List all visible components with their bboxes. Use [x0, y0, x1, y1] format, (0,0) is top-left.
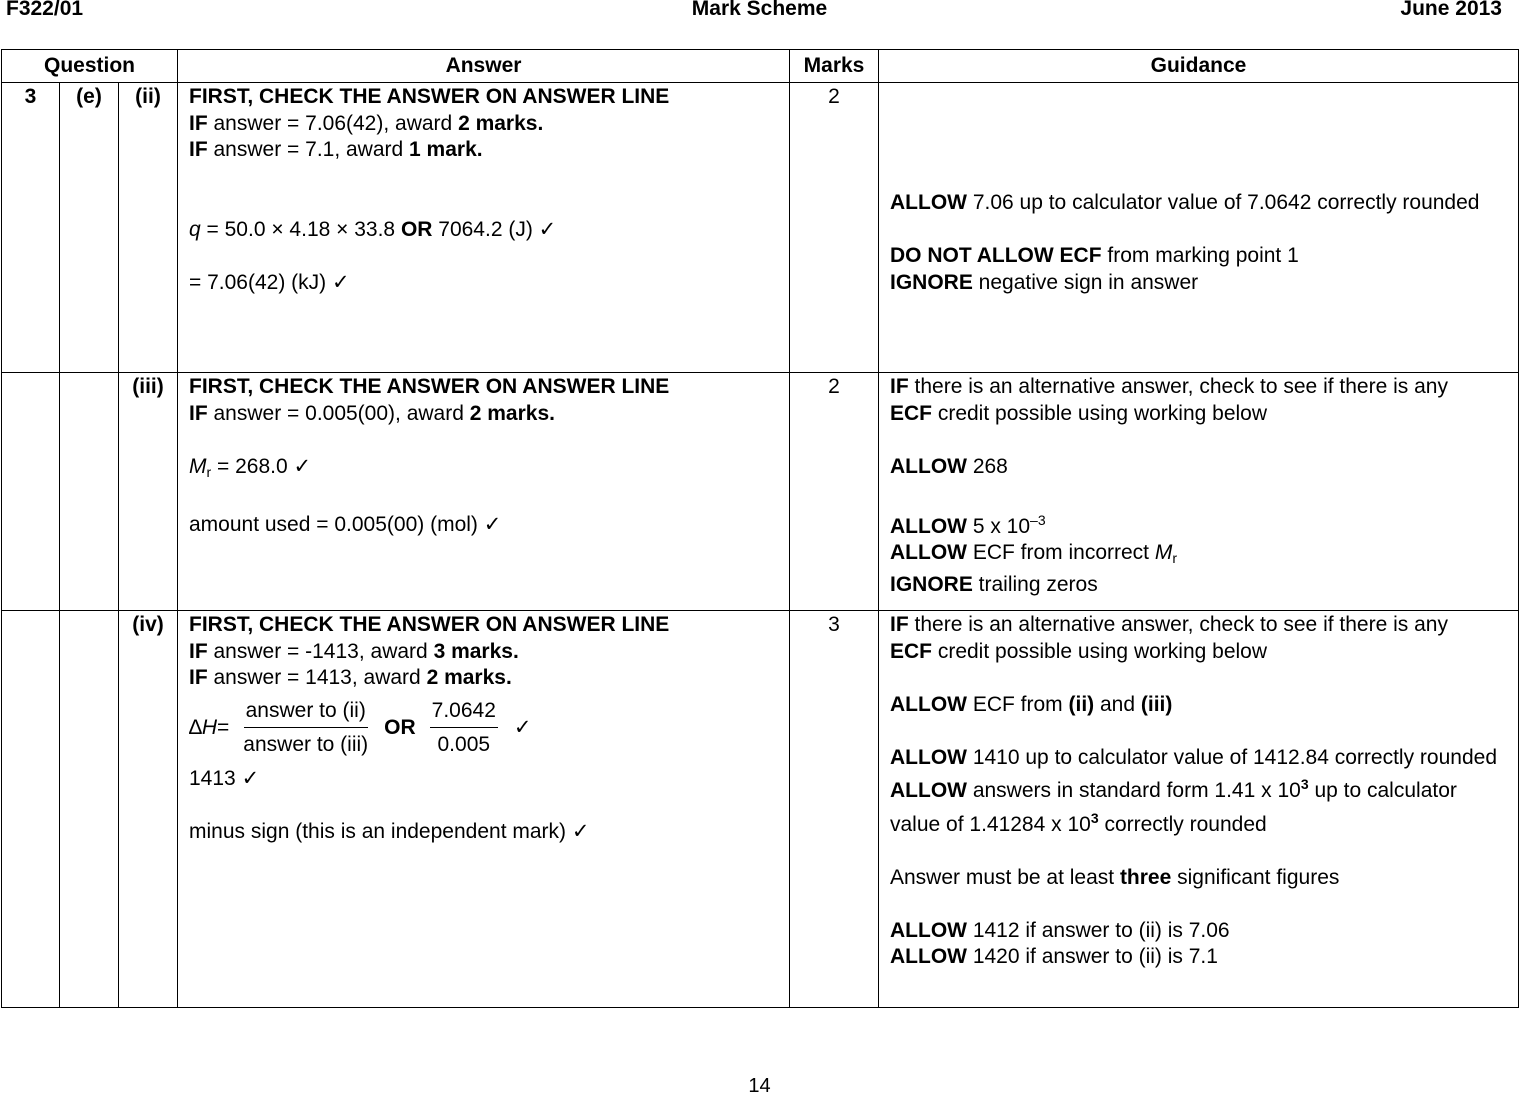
guidance-line: DO NOT ALLOW ECF from marking point 1: [890, 244, 1299, 267]
question-number: 3: [2, 83, 60, 373]
answer-result-line: amount used = 0.005(00) (mol) ✓: [189, 512, 502, 536]
guidance-line: IF there is an alternative answer, check to see if there is any: [890, 375, 1448, 398]
check-mark: ✓: [538, 217, 557, 241]
answer-instruction: FIRST, CHECK THE ANSWER ON ANSWER LINE: [189, 85, 670, 108]
check-mark: ✓: [293, 454, 312, 478]
fraction: $\frac{\text{answer to (ii)}}{\text{answer to (iii)}}$: [243, 698, 369, 756]
guidance-line: Answer must be at least three significant figures: [890, 865, 1340, 889]
guidance-line: ECF credit possible using working below: [890, 639, 1268, 663]
question-part: (e): [60, 83, 119, 373]
check-mark: ✓: [331, 270, 350, 294]
guidance-cell: [879, 611, 1519, 1008]
check-mark: ✓: [513, 716, 532, 739]
table-row: [2, 83, 1519, 373]
guidance-line: ECF credit possible using working below: [890, 401, 1268, 425]
column-header-answer: Answer: [178, 50, 790, 83]
answer-result-line: minus sign (this is an independent mark) ✓: [189, 819, 590, 843]
guidance-line: ALLOW 5 x $10^{-3}$: [890, 511, 1046, 538]
guidance-line: ALLOW 7.06 up to calculator value of 7.0642 correctly rounded: [890, 191, 1480, 214]
question-number: [2, 373, 60, 611]
answer-working-line: q = 50.0 × 4.18 × 33.8 OR 7064.2 (J) ✓: [189, 217, 557, 241]
answer-cell: [178, 611, 790, 1008]
check-mark: ✓: [571, 819, 590, 843]
header-code: F322/01: [6, 0, 84, 20]
answer-instruction: FIRST, CHECK THE ANSWER ON ANSWER LINE: [189, 613, 670, 636]
question-part: [60, 611, 119, 1008]
answer-working-line: $M_r = 268.0$ ✓: [189, 454, 312, 480]
answer-result-line: 1413 ✓: [189, 766, 260, 790]
table-row: [2, 373, 1519, 611]
column-header-marks: Marks: [790, 50, 879, 83]
fraction: $\frac{7.0642}{0.005}$: [431, 698, 496, 756]
check-mark: ✓: [241, 766, 260, 790]
guidance-line: ALLOW 268: [890, 454, 1008, 478]
column-header-question: Question: [2, 50, 178, 83]
guidance-cell: [879, 373, 1519, 611]
header-title: Mark Scheme: [691, 0, 828, 20]
question-subpart: (iii): [119, 373, 178, 611]
marks-cell: 2: [790, 83, 879, 373]
guidance-line: IGNORE negative sign in answer: [890, 270, 1199, 294]
answer-cell: [178, 83, 790, 373]
answer-award-line: IF answer = 1413, award 2 marks.: [189, 666, 512, 689]
guidance-cell: [879, 83, 1519, 373]
answer-instruction: FIRST, CHECK THE ANSWER ON ANSWER LINE: [189, 375, 670, 398]
mark-scheme-table: [1, 49, 1519, 1008]
question-part: [60, 373, 119, 611]
answer-result-line: = 7.06(42) (kJ) ✓: [189, 270, 350, 294]
marks-cell: 3: [790, 611, 879, 1008]
header-date: June 2013: [1400, 0, 1502, 20]
guidance-line: ALLOW ECF from incorrect $M_r$: [890, 541, 1178, 566]
guidance-line: ALLOW 1410 up to calculator value of 1412.84 correctly rounded: [890, 745, 1497, 769]
check-mark: ✓: [483, 512, 502, 536]
guidance-line: IF there is an alternative answer, check to see if there is any: [890, 613, 1448, 636]
answer-award-line: IF answer = -1413, award 3 marks.: [189, 639, 519, 663]
guidance-line: IGNORE trailing zeros: [890, 572, 1098, 596]
guidance-line: ALLOW 1412 if answer to (ii) is 7.06: [890, 918, 1230, 942]
question-subpart: (iv): [119, 611, 178, 1008]
answer-cell: [178, 373, 790, 611]
guidance-line: ALLOW answers in standard form 1.41 x $10^3$ up to calculator value of 1.41284 x $10^3$ correctly rounded: [890, 776, 1457, 836]
guidance-line: ALLOW 1420 if answer to (ii) is 7.1: [890, 945, 1218, 968]
enthalpy-equation: ∆ H = $\frac{\text{answer to (ii)}}{\text{answer to (iii)}}$ OR $\frac{7.0642}{0.005}$ ✓: [189, 698, 532, 756]
answer-award-line: IF answer = 7.06(42), award 2 marks.: [189, 111, 544, 135]
marks-cell: 2: [790, 373, 879, 611]
question-subpart: (ii): [119, 83, 178, 373]
column-header-guidance: Guidance: [879, 50, 1519, 83]
guidance-line: ALLOW ECF from (ii) and (iii): [890, 692, 1173, 716]
table-row: [2, 611, 1519, 1008]
table-header-row: [2, 50, 1519, 83]
question-number: [2, 611, 60, 1008]
answer-award-line: IF answer = 7.1, award 1 mark.: [189, 138, 483, 161]
page-number: 14: [748, 1075, 771, 1097]
answer-award-line: IF answer = 0.005(00), award 2 marks.: [189, 401, 555, 425]
